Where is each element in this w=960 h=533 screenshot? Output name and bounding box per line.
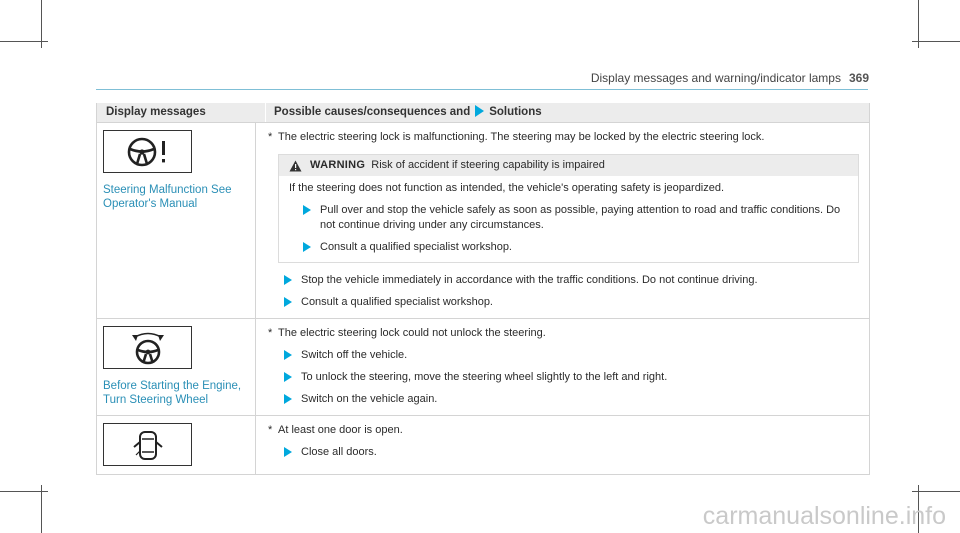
crop-mark [41,485,42,533]
message-text: Steering Malfunction See Operator's Manual [103,184,232,210]
door-open-icon [103,423,192,466]
step-text: Close all doors. [301,446,377,458]
step-text: Consult a qualified specialist workshop. [320,241,512,253]
step-text: Stop the vehicle immediately in accordance with the traffic conditions. Do not continue driving. [301,274,758,286]
warning-text: If the steering does not function as intended, the vehicle's operating safety is jeopardized. [289,182,725,194]
warning-box [278,154,859,263]
step-text: Pull over and stop the vehicle safely as soon as possible, paying attention to road and traffic conditions. Do not continue driving under any circumstances. [320,204,841,231]
solution-step [268,273,869,288]
col-header-causes [266,103,869,122]
cause-text: At least one door is open. [278,424,403,436]
display-messages-table [96,103,870,475]
section-title: Display messages and warning/indicator lamps [590,71,841,85]
warning-title: WARNING [310,159,366,171]
step-text: Switch off the vehicle. [301,349,408,361]
crop-mark [0,491,48,492]
step-arrow-icon [284,350,292,360]
step-text: Consult a qualified specialist workshop. [301,296,493,308]
cause-marker: * [268,131,273,143]
cause-item [268,326,869,341]
warning-triangle-icon [289,160,302,172]
cause-item [268,423,869,438]
step-arrow-icon [284,447,292,457]
cause-text: The electric steering lock could not unlock the steering. [278,327,546,339]
step-arrow-icon [303,242,311,252]
solution-step [268,295,869,310]
warning-header [279,155,858,176]
step-text: To unlock the steering, move the steering wheel slightly to the left and right. [301,371,668,383]
solution-cell [256,123,869,318]
message-text: Before Starting the Engine, Turn Steering Wheel [103,380,242,406]
table-header [97,103,869,122]
solution-step [268,392,869,407]
cause-marker: * [268,327,273,339]
steering-wheel-turn-icon [103,326,192,369]
cause-item [268,130,869,145]
message-cell [97,319,256,415]
step-arrow-icon [284,297,292,307]
running-header [591,71,869,85]
step-arrow-icon [303,205,311,215]
table-row [97,415,869,474]
warning-subtitle: Risk of accident if steering capability is impaired [371,159,605,171]
arrow-icon [475,105,484,117]
crop-mark [912,41,960,42]
crop-mark [0,41,48,42]
table-row [97,318,869,415]
message-cell [97,123,256,318]
solution-cell [256,416,869,474]
solution-step [268,348,869,363]
table-row [97,122,869,318]
solution-step [268,445,869,460]
step-arrow-icon [284,275,292,285]
steering-wheel-warning-icon [103,130,192,173]
header-rule [96,89,868,90]
step-arrow-icon [284,394,292,404]
solution-cell [256,319,869,415]
page-number: 369 [848,71,869,85]
warning-step [289,203,848,233]
cause-text: The electric steering lock is malfunctioning. The steering may be locked by the electric steering lock. [278,131,765,143]
col-header-causes-text: Possible causes/consequences and [274,106,471,118]
cause-marker: * [268,424,273,436]
watermark: carmanualsonline.info [702,502,946,530]
solution-step [268,370,869,385]
warning-step [289,240,848,255]
col-header-display-messages: Display messages [97,103,266,122]
col-header-solutions-text: Solutions [489,106,542,118]
step-text: Switch on the vehicle again. [301,393,438,405]
step-arrow-icon [284,372,292,382]
message-cell [97,416,256,474]
warning-body [279,176,858,262]
crop-mark [912,491,960,492]
